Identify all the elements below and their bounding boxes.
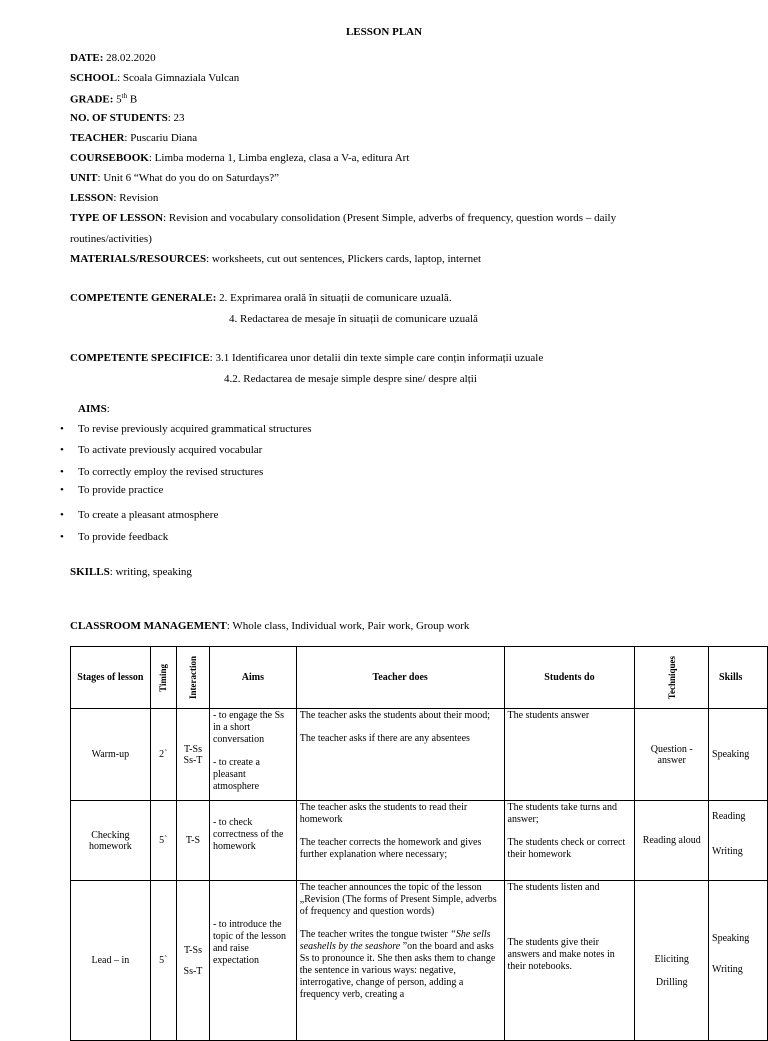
header-teacher-does: Teacher does: [296, 647, 504, 709]
teacher-cell: The teacher asks the students about their mood; The teacher asks if there are any absentees: [296, 709, 504, 801]
skills-line: SKILLS: writing, speaking: [70, 566, 192, 578]
competente-generale: COMPETENTE GENERALE: 2. Exprimarea orală în situații de comunicare uzuală.: [70, 292, 452, 304]
competente-specifice: COMPETENTE SPECIFICE: 3.1 Identificarea unor detalii din texte simple care conțin informații uzuale: [70, 352, 544, 364]
competente-generale-line2: 4. Redactarea de mesaje în situații de comunicare uzuală: [229, 313, 478, 325]
document-title: LESSON PLAN: [345, 26, 423, 38]
table-header-row: [71, 647, 768, 709]
field-type-of-lesson: TYPE OF LESSON: Revision and vocabulary consolidation (Present Simple, adverbs of frequency, question words – daily: [70, 212, 617, 224]
field-grade: GRADE: 5th B: [70, 92, 138, 106]
header-skills: Skills: [709, 647, 768, 709]
aims-cell: - to check correctness of the homework: [209, 801, 296, 881]
header-students-do: Students do: [504, 647, 635, 709]
classroom-management: CLASSROOM MANAGEMENT: Whole class, Individual work, Pair work, Group work: [70, 620, 470, 632]
field-unit: UNIT: Unit 6 “What do you do on Saturdays?”: [70, 172, 279, 184]
interaction-cell: T-Ss Ss-T: [176, 709, 209, 801]
header-timing: Timing: [150, 647, 176, 709]
teacher-cell: The teacher announces the topic of the lesson „Revision (The forms of Present Simple, adverbs of frequency and question words) The teacher writes the tongue twister “She sells seashells by the seashore ”on the board and asks Ss to pronounce it. She then asks them to change the sentence in various ways: negative, interrogative, change of person, adding a frequency verb, creating a: [296, 881, 504, 1041]
techniques-cell: Reading aloud: [635, 801, 709, 881]
techniques-cell: Eliciting Drilling: [635, 881, 709, 1041]
interaction-cell: T-S: [176, 801, 209, 881]
field-coursebook: COURSEBOOK: Limba moderna 1, Limba engleza, clasa a V-a, editura Art: [70, 152, 410, 164]
techniques-cell: Question - answer: [635, 709, 709, 801]
aims-heading: AIMS:: [78, 403, 110, 415]
field-school: SCHOOL: Scoala Gimnaziala Vulcan: [70, 72, 240, 84]
teacher-cell: The teacher asks the students to read their homework The teacher corrects the homework and gives further explanation where necessary;: [296, 801, 504, 881]
students-cell: The students take turns and answer; The students check or correct their homework: [504, 801, 635, 881]
skills-cell: Speaking Writing: [709, 881, 768, 1041]
field-students: NO. OF STUDENTS: 23: [70, 112, 185, 124]
competente-specifice-line2: 4.2. Redactarea de mesaje simple despre sine/ despre alții: [224, 373, 477, 385]
students-cell: The students listen and The students give their answers and make notes in their notebooks.: [504, 881, 635, 1041]
table-row: [71, 881, 768, 1041]
header-techniques: Techniques: [635, 647, 709, 709]
skills-cell: Reading Writing: [709, 801, 768, 881]
aims-cell: - to engage the Ss in a short conversation - to create a pleasant atmosphere: [209, 709, 296, 801]
field-type-of-lesson-cont: routines/activities): [70, 233, 152, 245]
timing-cell: 5`: [150, 881, 176, 1041]
lesson-table: [70, 646, 768, 1041]
field-date: DATE: 28.02.2020: [70, 52, 156, 64]
timing-cell: 5`: [150, 801, 176, 881]
stage-cell: Checking homework: [71, 801, 151, 881]
table-row: [71, 801, 768, 881]
header-interaction: Interaction: [176, 647, 209, 709]
field-lesson: LESSON: Revision: [70, 192, 159, 204]
timing-cell: 2`: [150, 709, 176, 801]
interaction-cell: T-Ss Ss-T: [176, 881, 209, 1041]
field-materials: MATERIALS/RESOURCES: worksheets, cut out sentences, Plickers cards, laptop, internet: [70, 253, 482, 265]
stage-cell: Lead – in: [71, 881, 151, 1041]
field-teacher: TEACHER: Puscariu Diana: [70, 132, 198, 144]
header-stages: Stages of lesson: [71, 647, 151, 709]
header-aims: Aims: [209, 647, 296, 709]
skills-cell: Speaking: [709, 709, 768, 801]
table-row: [71, 709, 768, 801]
aims-cell: - to introduce the topic of the lesson and raise expectation: [209, 881, 296, 1041]
students-cell: The students answer: [504, 709, 635, 801]
stage-cell: Warm-up: [71, 709, 151, 801]
